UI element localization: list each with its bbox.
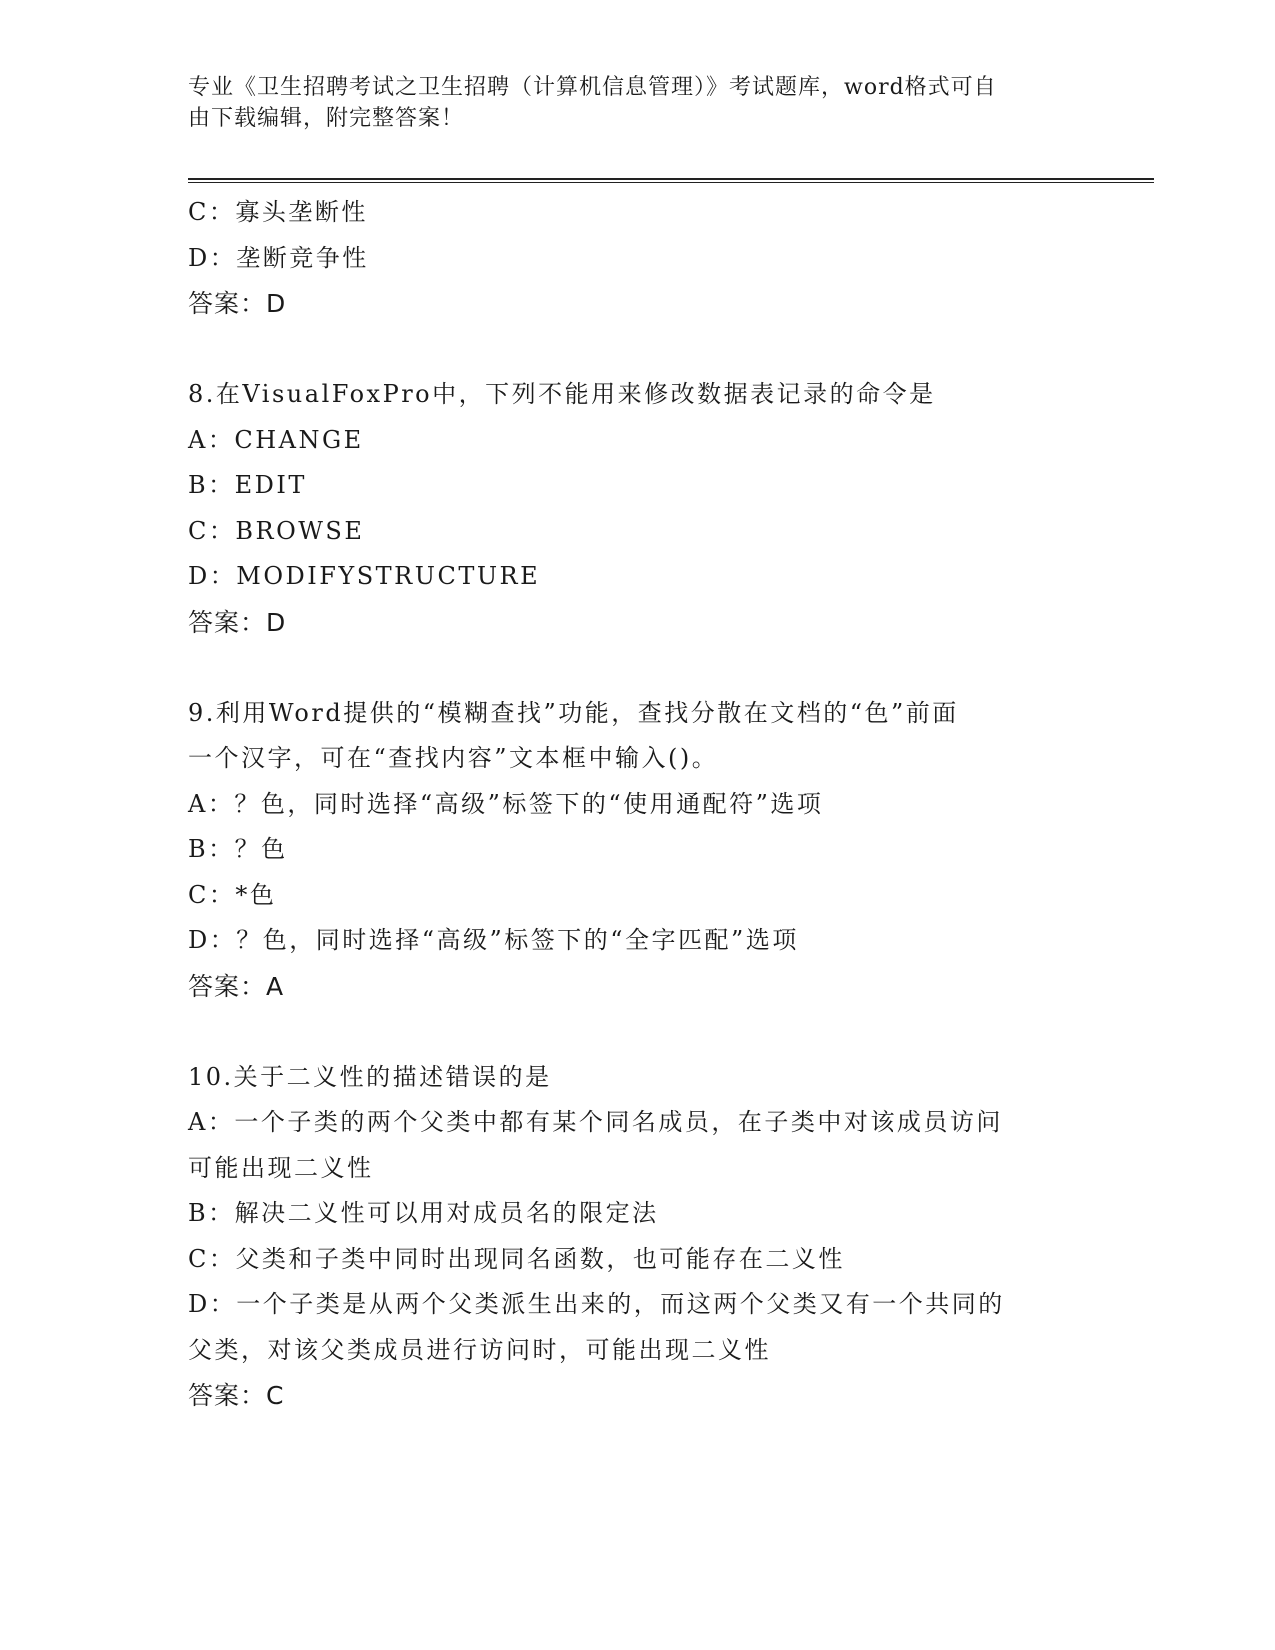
option-d: D：垄断竞争性 bbox=[188, 243, 369, 272]
option-a: A：？色，同时选择“高级”标签下的“使用通配符”选项 bbox=[188, 789, 824, 818]
question-stem-line-2: 一个汉字，可在“查找内容”文本框中输入()。 bbox=[188, 744, 719, 772]
option-c: C：父类和子类中同时出现同名函数，也可能存在二义性 bbox=[188, 1244, 845, 1273]
spacer bbox=[188, 1009, 1088, 1055]
question-10 bbox=[188, 1055, 1088, 1419]
option-a-line-1: A：一个子类的两个父类中都有某个同名成员，在子类中对该成员访问 bbox=[188, 1108, 1003, 1136]
header-line-1: 专业《卫生招聘考试之卫生招聘（计算机信息管理）》考试题库，word格式可自 bbox=[188, 75, 997, 100]
option-d-line-1: D：一个子类是从两个父类派生出来的，而这两个父类又有一个共同的 bbox=[188, 1290, 1005, 1318]
option-d: D：MODIFYSTRUCTURE bbox=[188, 562, 541, 590]
header-divider-thin bbox=[188, 182, 1154, 183]
spacer bbox=[188, 645, 1088, 691]
option-b: B：？色 bbox=[188, 835, 288, 863]
question-stem: 8.在VisualFoxPro中，下列不能用来修改数据表记录的命令是 bbox=[188, 380, 936, 408]
option-b: B：EDIT bbox=[188, 471, 307, 499]
question-7-continued bbox=[188, 190, 1088, 327]
answer-line: 答案：C bbox=[188, 1381, 285, 1410]
option-c: C：寡头垄断性 bbox=[188, 198, 368, 226]
answer-line: 答案：D bbox=[188, 289, 287, 318]
question-stem-line-1: 9.利用Word提供的“模糊查找”功能，查找分散在文档的“色”前面 bbox=[188, 698, 959, 727]
answer-line: 答案：D bbox=[188, 607, 287, 637]
question-8 bbox=[188, 372, 1088, 645]
option-b: B：解决二义性可以用对成员名的限定法 bbox=[188, 1199, 659, 1227]
header-divider-thick bbox=[188, 178, 1154, 180]
option-d: D：？色，同时选择“高级”标签下的“全字匹配”选项 bbox=[188, 926, 799, 954]
document-header bbox=[188, 72, 1068, 134]
question-list bbox=[188, 190, 1088, 1419]
option-c: C：*色 bbox=[188, 880, 277, 909]
header-line-2: 由下载编辑，附完整答案！ bbox=[188, 106, 465, 131]
spacer bbox=[188, 327, 1088, 373]
option-c: C：BROWSE bbox=[188, 516, 365, 545]
answer-line: 答案：A bbox=[188, 971, 285, 1001]
question-9 bbox=[188, 691, 1088, 1010]
question-stem: 10.关于二义性的描述错误的是 bbox=[188, 1062, 552, 1091]
option-a: A：CHANGE bbox=[188, 425, 364, 454]
option-a-line-2: 可能出现二义性 bbox=[188, 1153, 374, 1182]
option-d-line-2: 父类，对该父类成员进行访问时，可能出现二义性 bbox=[188, 1335, 771, 1364]
